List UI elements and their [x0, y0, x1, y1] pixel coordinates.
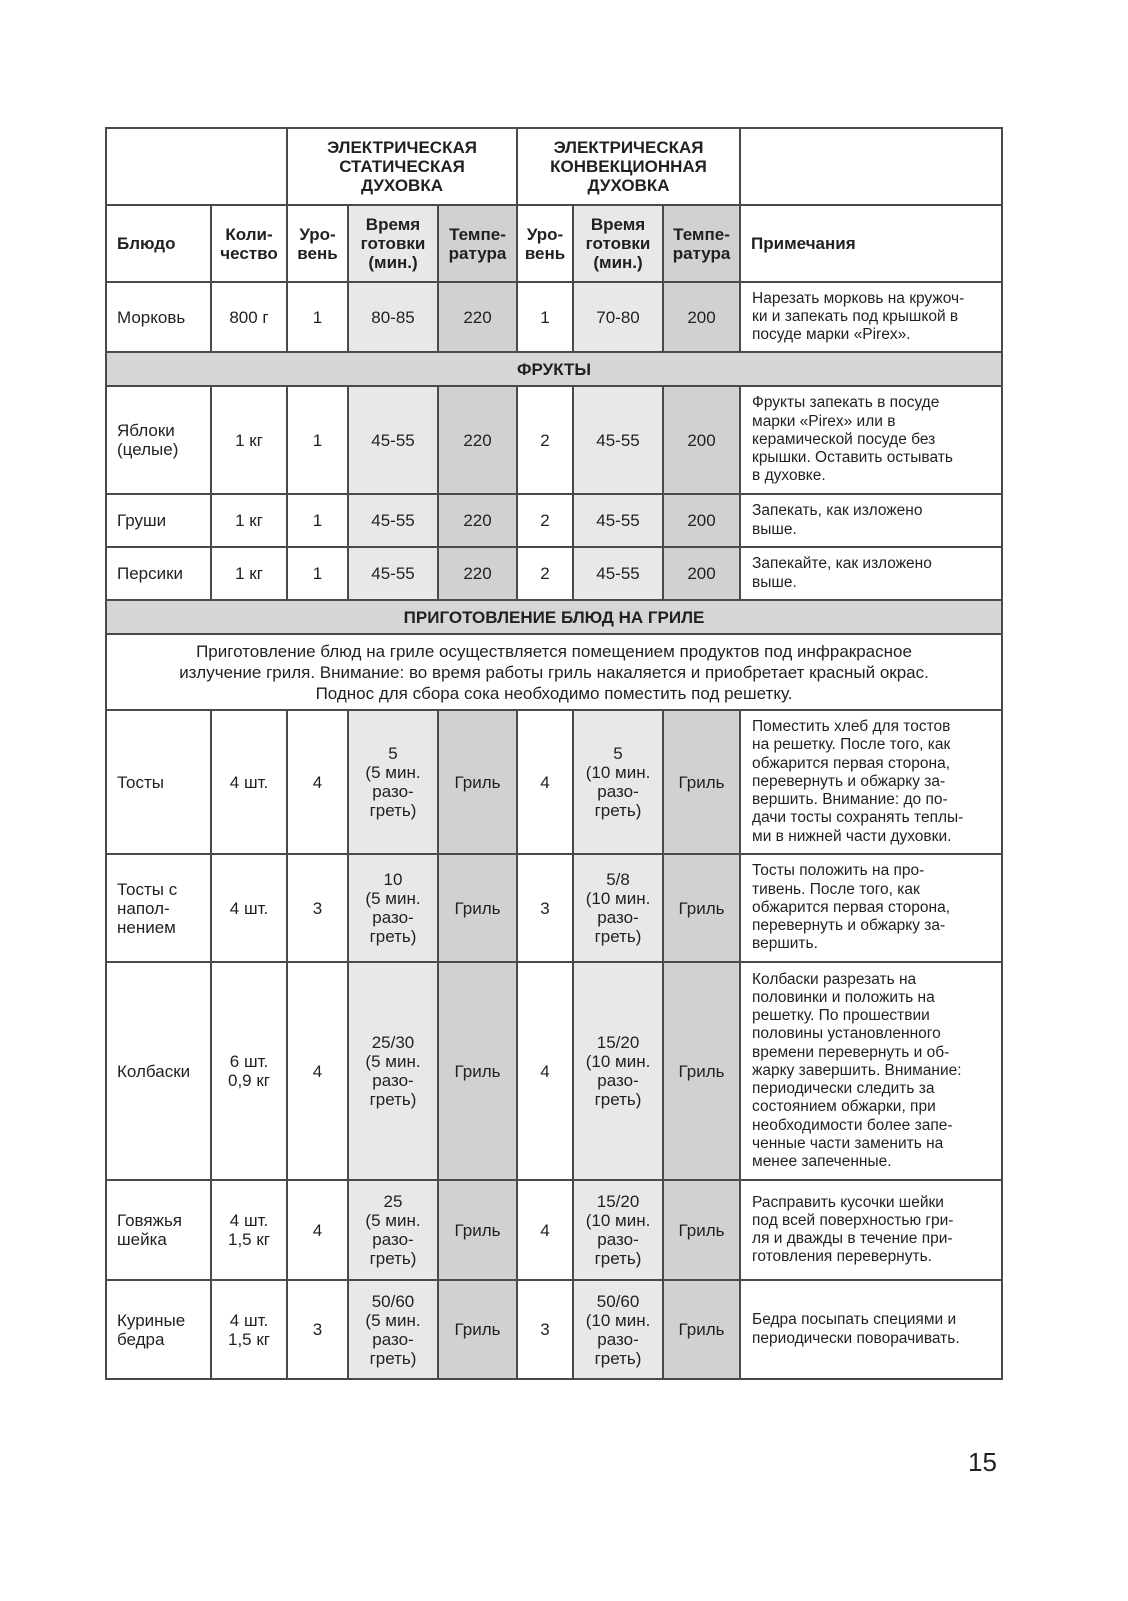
text-line: Куриные	[117, 1310, 186, 1330]
text-line: разо-	[597, 782, 639, 801]
text-line: на решетку. После того, как	[752, 736, 951, 754]
static-level-cell: 1	[287, 386, 348, 494]
column-header-row	[106, 205, 1002, 282]
convection-time-cell	[573, 386, 663, 494]
oven-type-header-row	[106, 128, 1002, 205]
text-line: 45-55	[596, 430, 640, 450]
table-row	[106, 282, 1002, 352]
header-line: (мин.)	[593, 253, 643, 272]
text-line: решетку. По прошествии	[752, 1007, 930, 1025]
text-line: Говяжья	[117, 1211, 183, 1230]
text-line: 45-55	[371, 511, 415, 530]
header-line: вень	[297, 243, 338, 263]
intro-line: Поднос для сбора сока необходимо поместить под решетку.	[315, 683, 793, 703]
text-line: под всей поверхностью гри-	[752, 1211, 954, 1229]
text-line: половинки и положить на	[752, 989, 935, 1007]
quantity-cell	[211, 494, 287, 547]
text-line: 45-55	[596, 564, 640, 583]
convection-level-cell: 2	[517, 494, 573, 547]
text-line: менее запеченные.	[752, 1152, 892, 1170]
static-time-cell	[348, 962, 438, 1180]
dish-cell	[106, 1180, 211, 1280]
quantity-cell	[211, 386, 287, 494]
text-line: 80-85	[371, 307, 415, 327]
header-line: Темпе-	[449, 224, 506, 244]
empty-header-cell	[740, 128, 1002, 205]
text-line: Нарезать морковь на кружоч-	[752, 289, 965, 307]
static-level-cell: 3	[287, 854, 348, 962]
dish-column-header: Блюдо	[106, 205, 211, 282]
text-line: разо-	[372, 1071, 414, 1090]
convection-temp-cell: 200	[663, 282, 740, 352]
static-level-cell: 3	[287, 1280, 348, 1379]
page-number: 15	[968, 1447, 997, 1477]
convection-time-column-header	[573, 205, 663, 282]
text-line: 800 г	[229, 307, 269, 327]
text-line: разо-	[372, 1230, 414, 1249]
text-line: разо-	[372, 782, 414, 801]
text-line: бедра	[117, 1329, 165, 1349]
intro-line: Приготовление блюд на гриле осуществляется помещением продуктов под инфракрасное	[196, 641, 912, 661]
text-line: времени перевернуть и об-	[752, 1043, 950, 1061]
dish-cell	[106, 494, 211, 547]
text-line: (5 мин.	[365, 889, 421, 908]
text-line: (5 мин.	[365, 763, 421, 782]
text-line: состоянием обжарки, при	[752, 1098, 936, 1116]
notes-cell	[740, 282, 1002, 352]
dish-cell	[106, 854, 211, 962]
quantity-cell	[211, 710, 287, 854]
text-line: 5	[388, 744, 398, 763]
text-line: периодически следить за	[752, 1080, 935, 1098]
text-line: Колбаски	[117, 1061, 191, 1081]
quantity-cell	[211, 854, 287, 962]
convection-level-cell: 1	[517, 282, 573, 352]
convection-temp-column-header	[663, 205, 740, 282]
static-level-cell: 1	[287, 494, 348, 547]
text-line: обжарится первая сторона,	[752, 754, 951, 772]
static-temp-cell: Гриль	[438, 962, 517, 1180]
text-line: Морковь	[117, 307, 186, 327]
text-line: (5 мин.	[365, 1052, 421, 1071]
text-line: крышки. Оставить остывать	[752, 449, 953, 467]
convection-level-cell: 2	[517, 386, 573, 494]
header-line: готовки	[360, 234, 426, 253]
text-line: выше.	[752, 520, 797, 538]
text-line: (10 мин.	[585, 763, 651, 782]
quantity-cell	[211, 1180, 287, 1280]
text-line: греть)	[594, 927, 642, 946]
text-line: 1 кг	[235, 564, 263, 583]
text-line: 15/20	[596, 1033, 640, 1052]
convection-time-cell	[573, 1180, 663, 1280]
text-line: греть)	[369, 1348, 417, 1368]
text-line: разо-	[597, 1230, 639, 1249]
text-line: разо-	[372, 908, 414, 927]
static-level-cell: 4	[287, 962, 348, 1180]
convection-temp-cell: Гриль	[663, 1180, 740, 1280]
section-grill-title: ПРИГОТОВЛЕНИЕ БЛЮД НА ГРИЛЕ	[106, 600, 1002, 634]
convection-temp-cell: 200	[663, 494, 740, 547]
text-line: Тосты положить на про-	[752, 862, 925, 880]
header-line: ЭЛЕКТРИЧЕСКАЯ	[327, 138, 477, 157]
text-line: (10 мин.	[585, 1052, 651, 1071]
dish-cell	[106, 962, 211, 1180]
convection-temp-cell: 200	[663, 547, 740, 600]
text-line: обжарится первая сторона,	[752, 898, 951, 916]
convection-time-cell	[573, 1280, 663, 1379]
dish-cell	[106, 386, 211, 494]
static-time-cell	[348, 710, 438, 854]
text-line: Груши	[117, 511, 167, 530]
quantity-cell	[211, 547, 287, 600]
header-line: ратура	[672, 243, 731, 263]
text-line: 70-80	[596, 307, 640, 327]
static-time-cell	[348, 854, 438, 962]
text-line: половины установленного	[752, 1025, 941, 1043]
notes-column-header: Примечания	[740, 205, 1002, 282]
text-line: 1,5 кг	[228, 1230, 270, 1249]
text-line: 4 шт.	[229, 898, 269, 918]
text-line: необходимости более запе-	[752, 1116, 953, 1134]
header-line: чество	[220, 243, 278, 263]
text-line: перевернуть и обжарку за-	[752, 917, 946, 935]
text-line: готовления перевернуть.	[752, 1248, 932, 1266]
static-temp-cell: 220	[438, 547, 517, 600]
quantity-column-header	[211, 205, 287, 282]
text-line: 5	[613, 744, 623, 763]
text-line: 50/60	[371, 1291, 415, 1311]
text-line: 0,9 кг	[228, 1071, 270, 1090]
notes-cell	[740, 386, 1002, 494]
table-row	[106, 962, 1002, 1180]
cooking-table	[105, 127, 1003, 1380]
notes-cell	[740, 494, 1002, 547]
text-line: керамической посуде без	[752, 430, 936, 448]
text-line: Расправить кусочки шейки	[752, 1193, 944, 1211]
static-time-cell	[348, 386, 438, 494]
static-oven-header	[287, 128, 517, 205]
convection-level-cell: 4	[517, 710, 573, 854]
section-fruits	[106, 352, 1002, 386]
header-line: ДУХОВКА	[587, 176, 670, 195]
static-temp-column-header	[438, 205, 517, 282]
text-line: греть)	[594, 1090, 642, 1109]
text-line: 45-55	[596, 511, 640, 530]
text-line: греть)	[369, 1090, 417, 1109]
convection-level-cell: 2	[517, 547, 573, 600]
text-line: греть)	[369, 801, 417, 820]
dish-cell	[106, 282, 211, 352]
text-line: шейка	[117, 1230, 167, 1249]
empty-header-cell	[106, 128, 287, 205]
static-level-cell: 4	[287, 710, 348, 854]
text-line: 25	[383, 1192, 403, 1211]
notes-cell	[740, 710, 1002, 854]
convection-time-cell	[573, 962, 663, 1180]
text-line: 50/60	[596, 1291, 640, 1311]
text-line: Персики	[117, 564, 184, 583]
text-line: греть)	[594, 801, 642, 820]
table-row	[106, 547, 1002, 600]
text-line: (10 мин.	[585, 1211, 651, 1230]
text-line: вершить.	[752, 935, 818, 953]
convection-level-cell: 4	[517, 1180, 573, 1280]
header-line: вень	[524, 243, 566, 263]
text-line: периодически поворачивать.	[752, 1329, 960, 1347]
quantity-cell	[211, 282, 287, 352]
text-line: 25/30	[371, 1033, 415, 1052]
text-line: Поместить хлеб для тостов	[752, 718, 951, 736]
header-line: КОНВЕКЦИОННАЯ	[550, 157, 707, 176]
table-row	[106, 710, 1002, 854]
convection-time-cell	[573, 547, 663, 600]
quantity-cell	[211, 1280, 287, 1379]
header-line: готовки	[585, 234, 651, 253]
static-temp-cell: Гриль	[438, 854, 517, 962]
text-line: 6 шт.	[229, 1052, 269, 1071]
convection-level-cell: 3	[517, 1280, 573, 1379]
text-line: Запекайте, как изложено	[752, 555, 932, 573]
header-line: Уро-	[299, 224, 336, 244]
header-line: Время	[365, 215, 421, 234]
static-level-cell: 4	[287, 1180, 348, 1280]
table-row	[106, 854, 1002, 962]
static-temp-cell: 220	[438, 282, 517, 352]
text-line: разо-	[597, 1329, 639, 1349]
text-line: 5/8	[606, 870, 630, 889]
notes-cell	[740, 962, 1002, 1180]
static-time-cell	[348, 282, 438, 352]
header-line: Уро-	[526, 224, 564, 244]
notes-cell	[740, 854, 1002, 962]
header-line: ДУХОВКА	[361, 176, 443, 195]
static-temp-cell: Гриль	[438, 1280, 517, 1379]
text-line: ми в нижней части духовки.	[752, 827, 952, 845]
dish-cell	[106, 547, 211, 600]
header-line: ратура	[448, 243, 507, 263]
text-line: 4 шт.	[229, 772, 269, 792]
static-time-cell	[348, 1180, 438, 1280]
text-line: (10 мин.	[585, 1310, 651, 1330]
static-temp-cell: 220	[438, 494, 517, 547]
convection-temp-cell: 200	[663, 386, 740, 494]
table-row	[106, 386, 1002, 494]
table-row	[106, 1280, 1002, 1379]
static-time-column-header	[348, 205, 438, 282]
convection-temp-cell: Гриль	[663, 854, 740, 962]
section-fruits-title: ФРУКТЫ	[106, 352, 1002, 386]
text-line: греть)	[594, 1348, 642, 1368]
text-line: греть)	[369, 927, 417, 946]
text-line: греть)	[369, 1249, 417, 1268]
text-line: перевернуть и обжарку за-	[752, 772, 946, 790]
text-line: Бедра посыпать специями и	[752, 1311, 957, 1329]
convection-time-cell	[573, 710, 663, 854]
convection-oven-header	[517, 128, 740, 205]
static-temp-cell: Гриль	[438, 710, 517, 854]
notes-cell	[740, 547, 1002, 600]
static-time-cell	[348, 1280, 438, 1379]
text-line: Колбаски разрезать на	[752, 970, 917, 988]
dish-cell	[106, 1280, 211, 1379]
text-line: (целые)	[117, 440, 179, 459]
text-line: Фрукты запекать в посуде	[752, 394, 940, 412]
static-level-cell: 1	[287, 547, 348, 600]
text-line: Тосты	[117, 772, 165, 792]
convection-time-cell	[573, 854, 663, 962]
convection-level-column-header	[517, 205, 573, 282]
text-line: Тосты с	[117, 879, 178, 899]
text-line: греть)	[594, 1249, 642, 1268]
convection-time-cell	[573, 282, 663, 352]
intro-line: излучение гриля. Внимание: во время работы гриль накаляется и приобретает красный окрас.	[179, 662, 929, 682]
table-row	[106, 494, 1002, 547]
static-temp-cell: 220	[438, 386, 517, 494]
convection-temp-cell: Гриль	[663, 710, 740, 854]
text-line: разо-	[597, 1071, 639, 1090]
text-line: 15/20	[596, 1192, 640, 1211]
text-line: 10	[383, 870, 403, 889]
text-line: 4 шт.	[229, 1211, 269, 1230]
text-line: нением	[117, 917, 176, 937]
text-line: разо-	[372, 1329, 414, 1349]
text-line: жарку завершить. Внимание:	[752, 1061, 962, 1079]
text-line: ченные части заменить на	[752, 1134, 944, 1152]
notes-cell	[740, 1180, 1002, 1280]
text-line: 1 кг	[235, 511, 263, 530]
convection-level-cell: 4	[517, 962, 573, 1180]
static-time-cell	[348, 547, 438, 600]
text-line: ки и запекать под крышкой в	[752, 307, 959, 325]
text-line: 1 кг	[235, 430, 263, 450]
header-line: Коли-	[225, 224, 273, 244]
static-level-column-header	[287, 205, 348, 282]
header-line: (мин.)	[368, 253, 418, 272]
static-level-cell: 1	[287, 282, 348, 352]
text-line: Яблоки	[117, 421, 175, 440]
header-line: СТАТИЧЕСКАЯ	[339, 157, 465, 176]
text-line: в духовке.	[752, 467, 826, 485]
convection-temp-cell: Гриль	[663, 962, 740, 1180]
text-line: (10 мин.	[585, 889, 651, 908]
text-line: разо-	[597, 908, 639, 927]
header-line: Темпе-	[673, 224, 730, 244]
header-line: ЭЛЕКТРИЧЕСКАЯ	[553, 138, 704, 157]
convection-time-cell	[573, 494, 663, 547]
quantity-cell	[211, 962, 287, 1180]
text-line: напол-	[117, 898, 170, 918]
text-line: (5 мин.	[365, 1211, 421, 1230]
text-line: дачи тосты сохранять теплы-	[752, 809, 964, 827]
text-line: Запекать, как изложено	[752, 502, 923, 520]
text-line: (5 мин.	[365, 1310, 421, 1330]
grill-intro-text	[106, 634, 1002, 710]
header-line: Время	[590, 215, 646, 234]
convection-level-cell: 3	[517, 854, 573, 962]
text-line: 1,5 кг	[228, 1329, 270, 1349]
dish-cell	[106, 710, 211, 854]
section-grill	[106, 600, 1002, 634]
table-row	[106, 1180, 1002, 1280]
text-line: 45-55	[371, 430, 415, 450]
text-line: ля и дважды в течение при-	[752, 1230, 953, 1247]
text-line: 4 шт.	[229, 1310, 269, 1330]
notes-cell	[740, 1280, 1002, 1379]
text-line: марки «Pirex» или в	[752, 412, 896, 430]
text-line: вершить. Внимание: до по-	[752, 791, 948, 809]
text-line: выше.	[752, 573, 797, 591]
static-time-cell	[348, 494, 438, 547]
convection-temp-cell: Гриль	[663, 1280, 740, 1379]
text-line: тивень. После того, как	[752, 880, 920, 898]
text-line: посуде марки «Pirex».	[752, 326, 911, 344]
grill-intro-row	[106, 634, 1002, 710]
text-line: 45-55	[371, 564, 415, 583]
static-temp-cell: Гриль	[438, 1180, 517, 1280]
